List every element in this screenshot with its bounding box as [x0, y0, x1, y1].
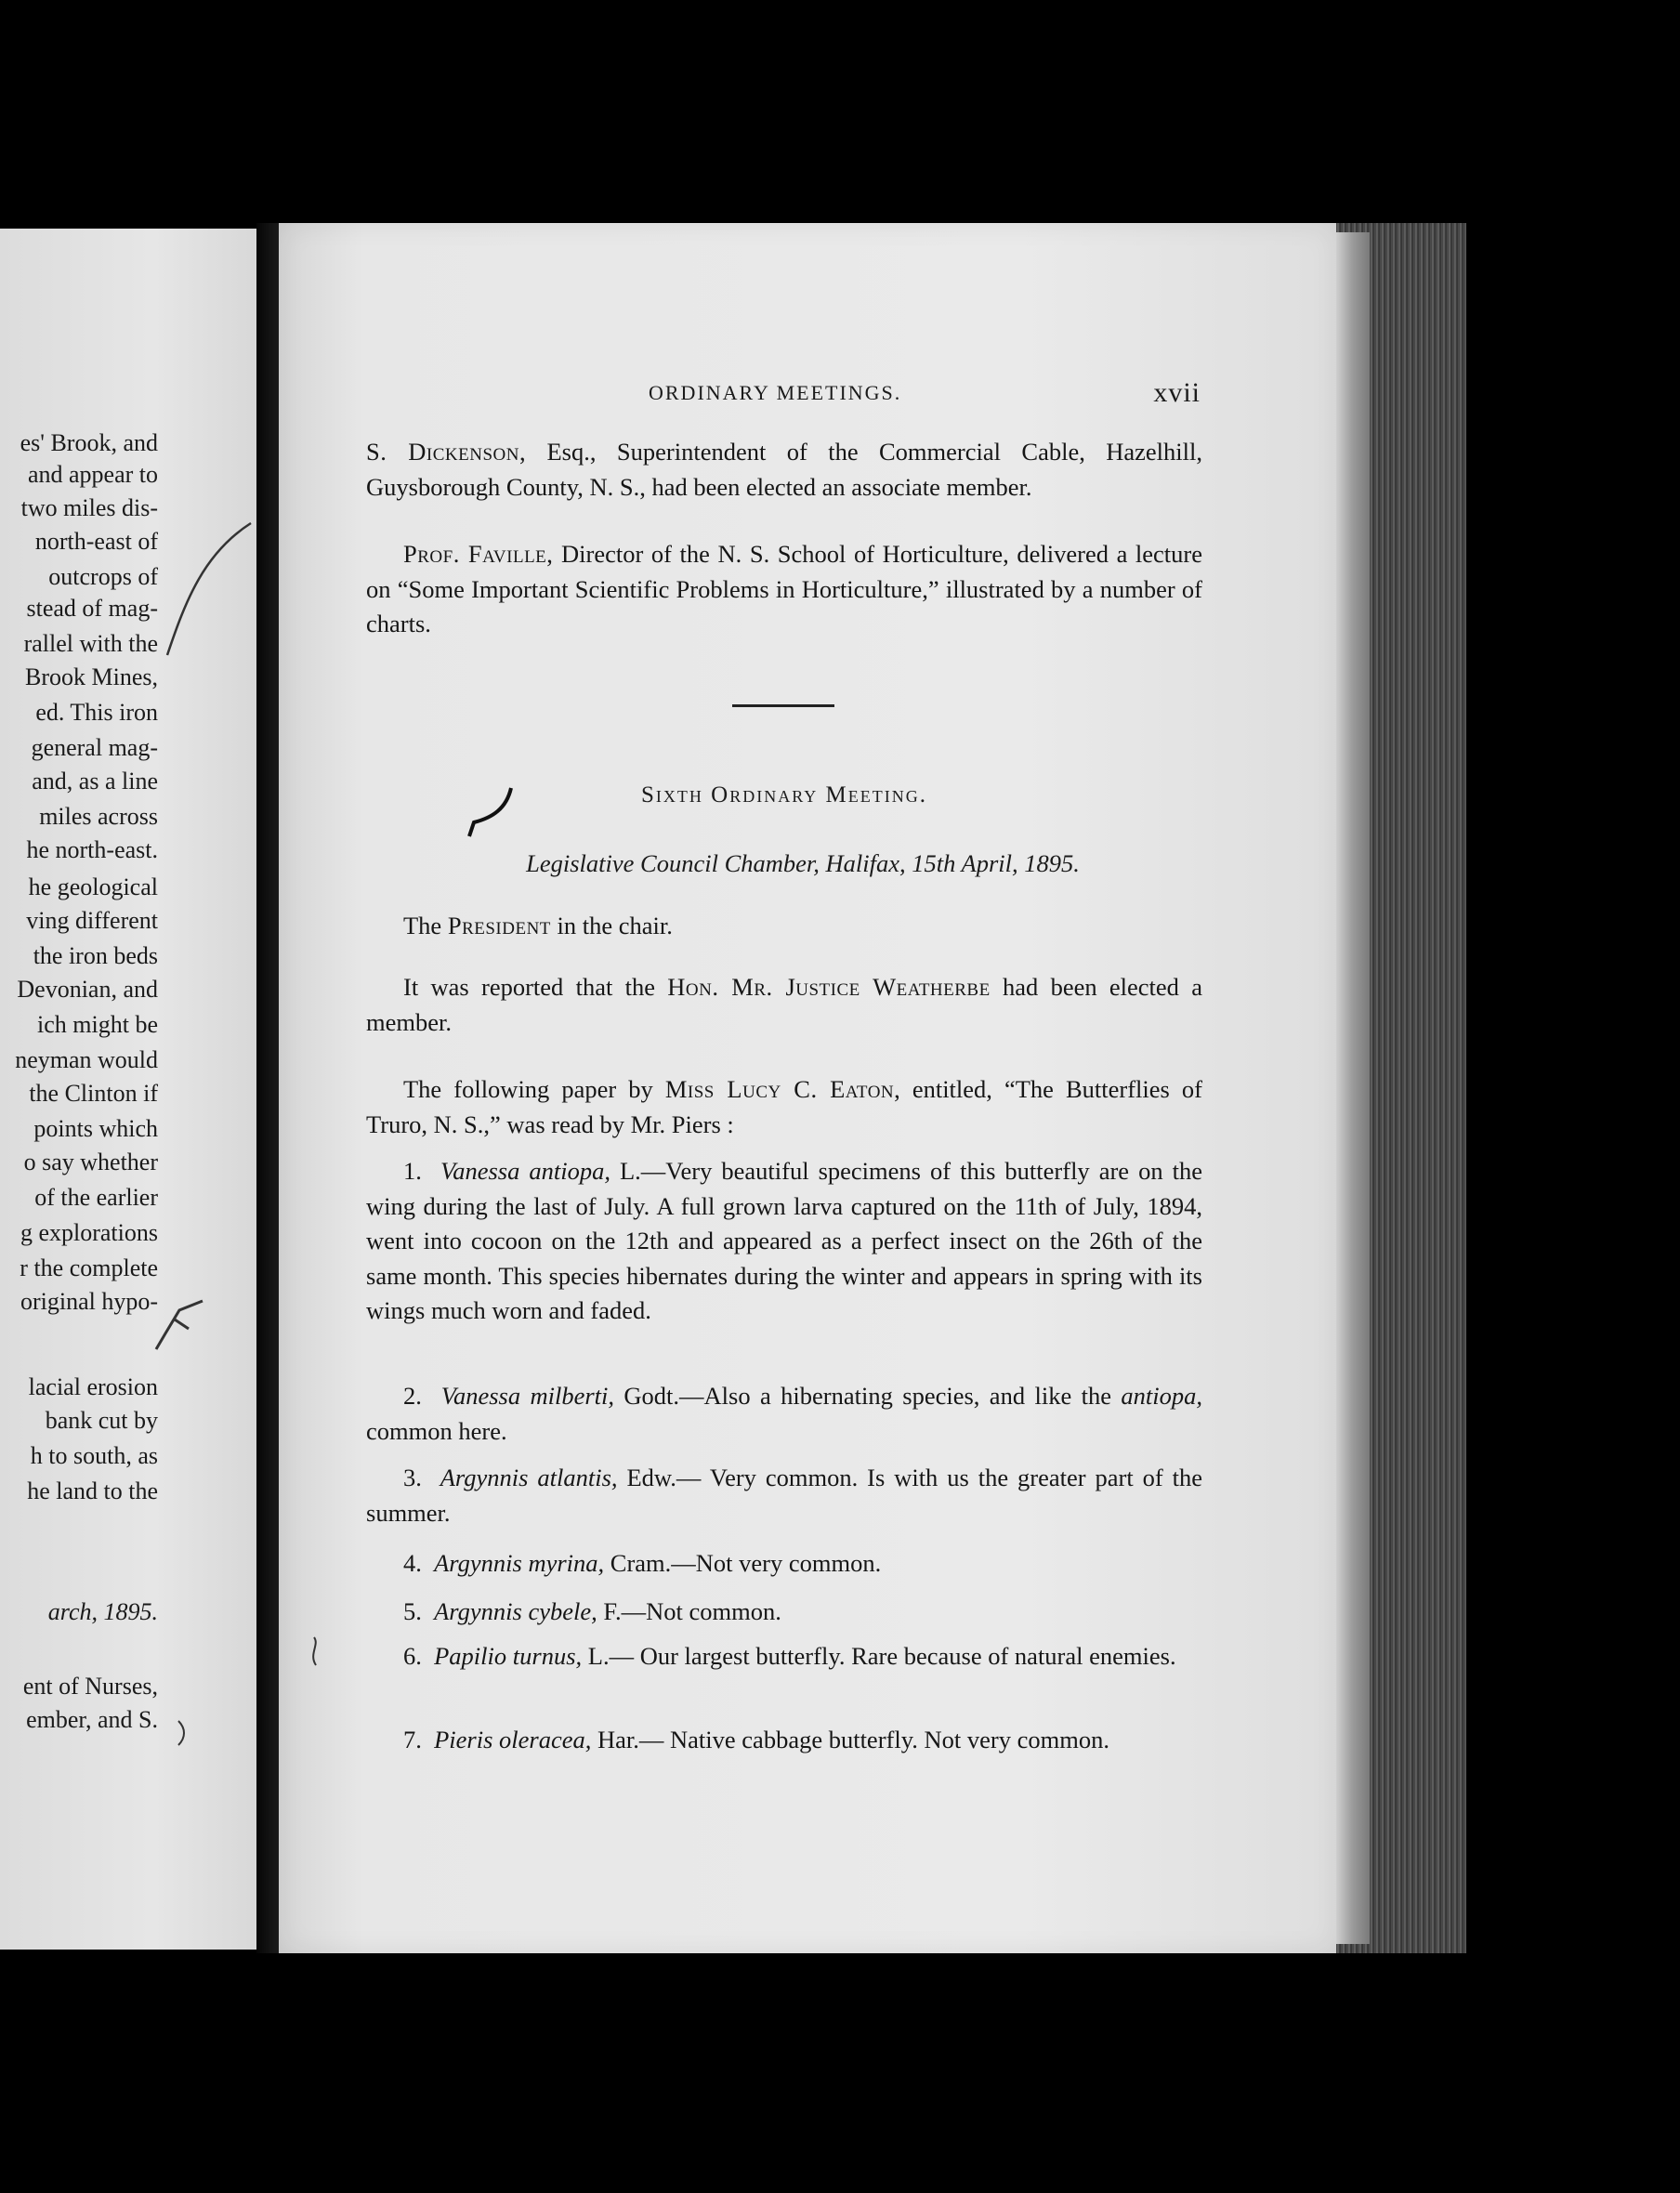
entry-text: Edw.— Very common. Is with us the greater part of the summer.	[366, 1464, 1203, 1527]
paragraph-dickenson	[366, 435, 1202, 505]
paragraph-text: Director of the N. S. School of Horticulture, delivered a lecture on “Some Important Scientific Problems in Horticulture,” illustrated by a number of charts.	[366, 540, 1202, 637]
species-entry	[366, 1639, 1202, 1674]
entry-number: 5.	[403, 1597, 422, 1625]
entry-text: L.— Our largest butterfly. Rare because of natural enemies.	[582, 1642, 1176, 1670]
paragraph-faville	[366, 537, 1202, 642]
entry-number: 6.	[403, 1642, 422, 1670]
species-entry	[366, 1379, 1202, 1449]
left-page-line: original hypo-	[20, 1288, 158, 1315]
left-page-line: he geological	[28, 873, 158, 900]
species-name: Argynnis atlantis,	[440, 1464, 618, 1491]
left-page-line: o say whether	[23, 1149, 158, 1175]
left-page-line: and, as a line	[32, 768, 158, 794]
pencil-mark	[465, 781, 520, 846]
paragraph-text: in the chair.	[550, 912, 673, 939]
left-page-line: r the complete	[20, 1254, 158, 1281]
running-head	[370, 377, 1206, 413]
left-page-line: ember, and S.	[26, 1706, 158, 1733]
person-name: S. Dickenson,	[366, 438, 527, 466]
left-page-line: neyman would	[15, 1046, 158, 1073]
paragraph-text: The following paper by	[403, 1075, 665, 1103]
left-page	[0, 229, 256, 1950]
species-entry	[366, 1723, 1202, 1758]
pencil-mark	[149, 516, 260, 664]
section-heading: Sixth Ordinary Meeting.	[641, 782, 927, 808]
entry-number: 7.	[403, 1726, 422, 1753]
entry-text: Har.— Native cabbage butterfly. Not very common.	[591, 1726, 1109, 1753]
pencil-mark	[173, 1717, 191, 1749]
left-page-line: he land to the	[27, 1477, 158, 1504]
entry-number: 1.	[403, 1157, 422, 1185]
species-name: Papilio turnus,	[434, 1642, 583, 1670]
entry-text: Cram.—Not very common.	[604, 1549, 882, 1577]
paragraph-text: The	[403, 912, 448, 939]
left-page-line: stead of mag-	[26, 595, 158, 622]
entry-text: Godt.—Also a hibernating species, and like the	[614, 1382, 1122, 1410]
left-page-line: ed. This iron	[35, 699, 158, 726]
left-page-line: bank cut by	[45, 1407, 158, 1434]
left-page-line: of the earlier	[34, 1184, 158, 1211]
species-name: antiopa,	[1121, 1382, 1202, 1410]
paragraph-text: It was reported that the	[403, 973, 668, 1001]
page-number: xvii	[1153, 377, 1201, 408]
left-page-line: and appear to	[27, 461, 158, 488]
meeting-place-date: Legislative Council Chamber, Halifax, 15th April, 1895.	[526, 849, 1080, 877]
paragraph-president	[366, 909, 1202, 944]
entry-number: 2.	[403, 1382, 422, 1410]
left-page-line: north-east of	[34, 528, 158, 555]
entry-text: F.—Not common.	[597, 1597, 781, 1625]
page-edges-inner	[1336, 232, 1370, 1944]
left-page-line: ich might be	[37, 1011, 158, 1038]
left-page-line: the iron beds	[33, 942, 158, 969]
species-entry	[366, 1595, 1202, 1630]
left-page-line: h to south, as	[30, 1442, 158, 1469]
person-name: Prof. Faville,	[403, 540, 554, 568]
pencil-mark	[147, 1292, 212, 1357]
species-name: Argynnis myrina,	[434, 1549, 605, 1577]
left-page-line: arch, 1895.	[47, 1598, 158, 1625]
left-page-line: lacial erosion	[28, 1373, 158, 1400]
left-page-line: es' Brook, and	[20, 429, 158, 456]
left-page-line: two miles dis-	[20, 494, 158, 521]
paragraph-text: Esq., Superintendent of the Commercial Cable, Hazelhill, Guysborough County, N. S., had been elected an associate member.	[366, 438, 1202, 501]
left-page-line: points which	[33, 1115, 158, 1142]
species-name: Argynnis cybele,	[434, 1597, 597, 1625]
paragraph-weatherbe	[366, 970, 1202, 1040]
paragraph-text: had been elected a member.	[366, 973, 1202, 1036]
left-page-line: Brook Mines,	[25, 663, 158, 690]
person-name: President	[447, 912, 551, 939]
left-page-line: rallel with the	[23, 630, 158, 657]
species-name: Vanessa milberti,	[440, 1382, 615, 1410]
left-page-line: general mag-	[31, 734, 158, 761]
left-page-line: miles across	[39, 803, 158, 830]
entry-text: L.—Very beautiful specimens of this butterfly are on the wing during the last of July. A full grown larva captured on the 11th of July, 1894, went into cocoon on the 12th and appeared as a perfect insect on the 26th of the same month. This species hibernates during the winter and appears in spring with its wings much worn and faded.	[366, 1157, 1202, 1324]
pencil-mark	[307, 1634, 325, 1671]
left-page-line: ving different	[26, 907, 158, 934]
left-page-line: he north-east.	[26, 836, 158, 863]
paragraph-text: , entitled, “The Butterflies of Truro, N. S.,” was read by Mr. Piers :	[366, 1075, 1202, 1138]
entry-text: common here.	[366, 1416, 507, 1445]
species-name: Pieris oleracea,	[434, 1726, 592, 1753]
entry-number: 3.	[403, 1464, 422, 1491]
species-entry	[366, 1154, 1202, 1329]
person-name: Miss Lucy C. Eaton	[664, 1075, 895, 1103]
species-name: Vanessa antiopa,	[440, 1157, 610, 1185]
book-gutter	[256, 223, 279, 1953]
species-entry	[366, 1461, 1202, 1530]
species-entry	[366, 1546, 1202, 1582]
person-name: Hon. Mr. Justice Weatherbe	[667, 973, 991, 1001]
left-page-line: the Clinton if	[29, 1080, 158, 1107]
left-page-line: g explorations	[20, 1219, 158, 1246]
running-title: ORDINARY MEETINGS.	[649, 381, 902, 404]
section-divider	[732, 704, 834, 707]
left-page-line: ent of Nurses,	[22, 1673, 158, 1700]
paragraph-eaton	[366, 1072, 1202, 1142]
left-page-line: Devonian, and	[17, 976, 158, 1003]
left-page-line: outcrops of	[48, 563, 158, 590]
entry-number: 4.	[403, 1549, 422, 1577]
